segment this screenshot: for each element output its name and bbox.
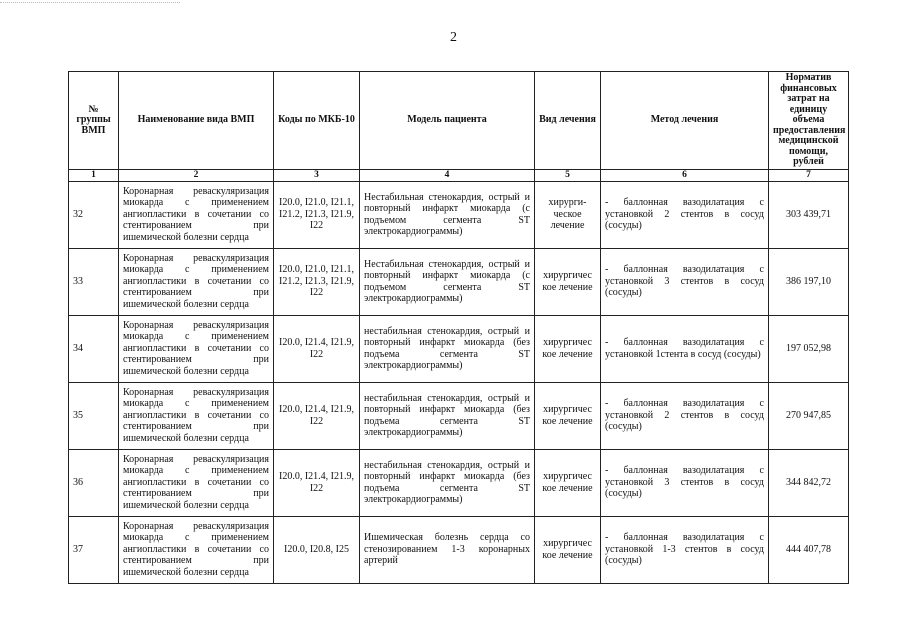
cost-norm: 344 842,72 <box>769 449 849 516</box>
icd-codes: I20.0, I21.0, I21.1, I21.2, I21.3, I21.9, I22 <box>274 248 360 315</box>
header-icd-codes: Коды по МКБ-10 <box>274 72 360 170</box>
vmp-name: Коронарная реваскуляризация миокарда с применением ангиопластики в сочетании со стентированием при ишемической болезни сердца <box>119 181 274 248</box>
treatment-type: хирургичес кое лечение <box>535 449 601 516</box>
table-row <box>69 382 849 449</box>
treatment-method: - баллонная вазодилатация с установкой 1стента в сосуд (сосуды) <box>601 315 769 382</box>
group-number: 33 <box>69 248 119 315</box>
patient-model: Нестабильная стенокардия, острый и повторный инфаркт миокарда (с подъемом сегмента ST электрокардиограммы) <box>360 181 535 248</box>
table-row <box>69 248 849 315</box>
patient-model: нестабильная стенокардия, острый и повторный инфаркт миокарда (без подъема сегмента ST электрокардиограммы) <box>360 382 535 449</box>
treatment-method: - баллонная вазодилатация с установкой 2 стентов в сосуд (сосуды) <box>601 181 769 248</box>
patient-model: нестабильная стенокардия, острый и повторный инфаркт миокарда (без подъема сегмента ST электрокардиограммы) <box>360 449 535 516</box>
column-number: 5 <box>535 169 601 181</box>
cost-norm: 444 407,78 <box>769 516 849 583</box>
vmp-name: Коронарная реваскуляризация миокарда с применением ангиопластики в сочетании со стентированием при ишемической болезни сердца <box>119 449 274 516</box>
vmp-name: Коронарная реваскуляризация миокарда с применением ангиопластики в сочетании со стентированием при ишемической болезни сердца <box>119 516 274 583</box>
column-number: 3 <box>274 169 360 181</box>
header-treatment-type: Вид лечения <box>535 72 601 170</box>
vmp-name: Коронарная реваскуляризация миокарда с применением ангиопластики в сочетании со стентированием при ишемической болезни сердца <box>119 248 274 315</box>
treatment-type: хирургичес кое лечение <box>535 516 601 583</box>
cost-norm: 303 439,71 <box>769 181 849 248</box>
group-number: 37 <box>69 516 119 583</box>
column-number: 6 <box>601 169 769 181</box>
group-number: 36 <box>69 449 119 516</box>
icd-codes: I20.0, I20.8, I25 <box>274 516 360 583</box>
icd-codes: I20.0, I21.4, I21.9, I22 <box>274 382 360 449</box>
cost-norm: 197 052,98 <box>769 315 849 382</box>
treatment-method: - баллонная вазодилатация с установкой 3 стентов в сосуд (сосуды) <box>601 449 769 516</box>
cost-norm: 386 197,10 <box>769 248 849 315</box>
column-number: 2 <box>119 169 274 181</box>
table-row <box>69 315 849 382</box>
header-treatment-method: Метод лечения <box>601 72 769 170</box>
header-cost-norm: Норматив финансовых затрат на единицу объема предоставления медицинской помощи, рублей <box>769 72 849 170</box>
icd-codes: I20.0, I21.4, I21.9, I22 <box>274 449 360 516</box>
column-number: 1 <box>69 169 119 181</box>
vmp-table <box>68 71 849 584</box>
group-number: 35 <box>69 382 119 449</box>
group-number: 34 <box>69 315 119 382</box>
treatment-type: хирурги-ческое лечение <box>535 181 601 248</box>
patient-model: нестабильная стенокардия, острый и повторный инфаркт миокарда (без подъема сегмента ST электрокардиограммы) <box>360 315 535 382</box>
treatment-type: хирургичес кое лечение <box>535 315 601 382</box>
column-number-row <box>69 169 849 181</box>
treatment-method: - баллонная вазодилатация с установкой 3 стентов в сосуд (сосуды) <box>601 248 769 315</box>
patient-model: Ишемическая болезнь сердца со стенозированием 1-3 коронарных артерий <box>360 516 535 583</box>
column-number: 7 <box>769 169 849 181</box>
icd-codes: I20.0, I21.4, I21.9, I22 <box>274 315 360 382</box>
header-vmp-name: Наименование вида ВМП <box>119 72 274 170</box>
header-patient-model: Модель пациента <box>360 72 535 170</box>
vmp-name: Коронарная реваскуляризация миокарда с применением ангиопластики в сочетании со стентированием при ишемической болезни сердца <box>119 315 274 382</box>
table-header-row <box>69 72 849 170</box>
column-number: 4 <box>360 169 535 181</box>
table-row <box>69 449 849 516</box>
treatment-type: хирургичес кое лечение <box>535 382 601 449</box>
group-number: 32 <box>69 181 119 248</box>
treatment-method: - баллонная вазодилатация с установкой 2 стентов в сосуд (сосуды) <box>601 382 769 449</box>
top-edge-artifact <box>0 2 180 3</box>
cost-norm: 270 947,85 <box>769 382 849 449</box>
table-row <box>69 516 849 583</box>
patient-model: Нестабильная стенокардия, острый и повторный инфаркт миокарда (с подъемом сегмента ST электрокардиограммы) <box>360 248 535 315</box>
table-row <box>69 181 849 248</box>
icd-codes: I20.0, I21.0, I21.1, I21.2, I21.3, I21.9, I22 <box>274 181 360 248</box>
vmp-name: Коронарная реваскуляризация миокарда с применением ангиопластики в сочетании со стентированием при ишемической болезни сердца <box>119 382 274 449</box>
header-group-number: № группы ВМП <box>69 72 119 170</box>
treatment-method: - баллонная вазодилатация с установкой 1-3 стентов в сосуд (сосуды) <box>601 516 769 583</box>
page-number: 2 <box>450 30 457 45</box>
treatment-type: хирургичес кое лечение <box>535 248 601 315</box>
